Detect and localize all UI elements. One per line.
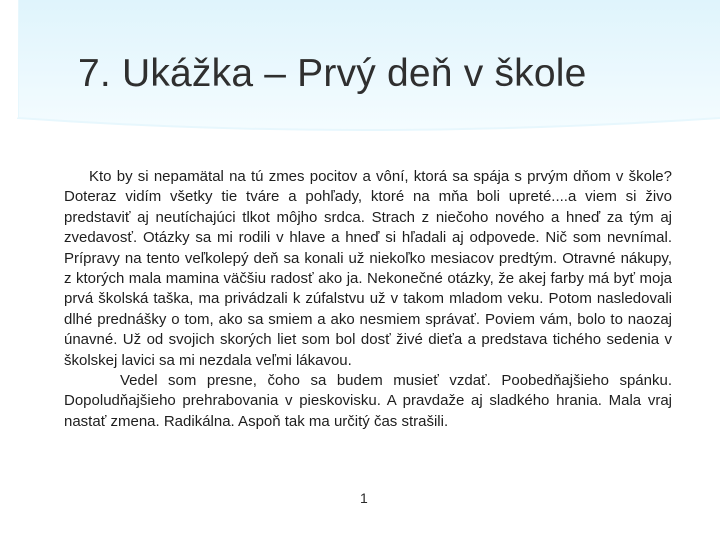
paragraph-1: Kto by si nepamätal na tú zmes pocitov a vôní, ktorá sa spája s prvým dňom v škole? Doteraz vidím všetky tie tváre a pohľady, ktoré na mňa boli upreté....a viem si živo predstaviť aj neutíchajúci tlkot môjho srdca. Strach z niečoho nového a hneď za tým aj zvedavosť. Otázky sa mi rodili v hlave a hneď si hľadali aj odpovede. Nič som nevnímal. Prípravy na tento veľkolepý deň sa konali už niekoľko mesiacov predtým. Otravné nákupy, z ktorých mala mamina väčšiu radosť ako ja. Nekonečné otázky, že akej farby má byť moja prvá školská taška, ma privádzali k zúfalstvu už v takom mladom veku. Potom nasledovali dlhé prednášky o tom, ako sa smiem a ako nesmiem správať. Poviem vám, bolo to naozaj únavné. Už od svojich skorých liet som bol dosť živé dieťa a predstava tichého sedenia v školskej lavici sa mi nezdala veľmi lákavou. — [64, 168, 672, 369]
page-number: 1 — [360, 490, 368, 506]
slide-title: 7. Ukážka – Prvý deň v škole — [78, 52, 587, 95]
paragraph-2: Vedel som presne, čoho sa budem musieť vzdať. Poobedňajšieho spánku. Dopoludňajšieho prehrabovania v pieskovisku. A pravdaže aj sladkého hrania. Mala vraj nastať zmena. Radikálna. Aspoň tak ma určitý čas strašili. — [64, 372, 672, 430]
body-text — [64, 167, 672, 432]
